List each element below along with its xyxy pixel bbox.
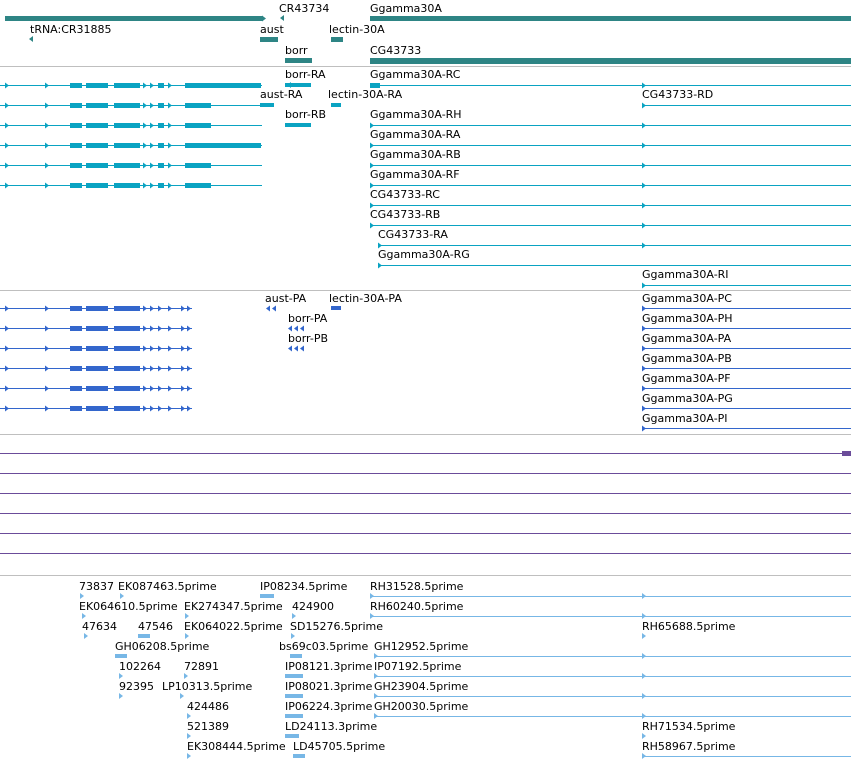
cds-arrow [294, 346, 298, 352]
transcript-label-ggamma30a-rc: Ggamma30A-RC [370, 68, 461, 81]
est-arrow [119, 673, 123, 679]
cds-model-1-arrow [150, 306, 154, 312]
cds-arrow [294, 326, 298, 332]
cds-label-ggamma-3: Ggamma30A-PB [642, 352, 732, 365]
transcript-arrow [642, 163, 646, 169]
cds-model-4-arrow [158, 366, 162, 372]
transcript-model-3-exon[interactable] [185, 123, 211, 128]
est-label-21: LP10313.5prime [162, 680, 253, 693]
est-arrow [642, 733, 646, 739]
est-label-31: LD45705.5prime [293, 740, 386, 753]
cds-model-5-exon[interactable] [70, 386, 82, 391]
cds-model-6-exon[interactable] [86, 406, 108, 411]
est-label-15: GH12952.5prime [374, 640, 469, 653]
cds-model-3-arrow [45, 346, 49, 352]
cds-model-4-arrow [181, 366, 185, 372]
cds-model-2-arrow [158, 326, 162, 332]
cds-model-3-arrow [150, 346, 154, 352]
transcript-arrow [642, 103, 646, 109]
est-label-20: 92395 [119, 680, 154, 693]
cds-arrow [300, 346, 304, 352]
transcript-model-6-exon[interactable] [70, 183, 82, 188]
est-label-24: 424486 [187, 700, 229, 713]
est-block[interactable] [285, 714, 303, 718]
transcript-model-6-arrow [45, 183, 49, 189]
transcript-exon[interactable] [285, 123, 311, 127]
cds-arrow [642, 326, 646, 332]
est-block[interactable] [290, 654, 302, 658]
est-label-12: RH65688.5prime [642, 620, 736, 633]
transcript-model-6-arrow [143, 183, 147, 189]
transcript-label-cg43733-rd: CG43733-RD [642, 88, 714, 101]
transcript-arrow [642, 223, 646, 229]
est-arrow [80, 593, 84, 599]
transcript-model-6-arrow [150, 183, 154, 189]
cds-model-2-arrow [5, 326, 9, 332]
cds-model-5-arrow [45, 386, 49, 392]
cds-model-5-arrow [158, 386, 162, 392]
gene-bar-lectin[interactable] [331, 37, 343, 42]
transcript-model-3-arrow [45, 123, 49, 129]
est-label-0: 73837 [79, 580, 114, 593]
transcript-model-4-arrow [150, 143, 154, 149]
est-arrow [291, 633, 295, 639]
cds-model-4-arrow [187, 366, 191, 372]
transcript-label-aust-ra: aust-RA [260, 88, 303, 101]
transcript-model-1-arrow [143, 83, 147, 89]
transcript-model-4-arrow [45, 143, 49, 149]
cds-model-4-exon[interactable] [86, 366, 108, 371]
est-block[interactable] [285, 694, 303, 698]
est-label-27: 521389 [187, 720, 229, 733]
transcript-model-2-exon[interactable] [158, 103, 164, 108]
transcript-arrow [642, 283, 646, 289]
transcript-exon[interactable] [260, 103, 274, 107]
est-label-23: GH23904.5prime [374, 680, 469, 693]
cds-model-1-arrow [143, 306, 147, 312]
transcript-model-5-exon[interactable] [114, 163, 140, 168]
est-block[interactable] [138, 634, 150, 638]
transcript-label-borr-rb: borr-RB [285, 108, 327, 121]
cds-label-borr-pa: borr-PA [288, 312, 328, 325]
est-label-9: 47546 [138, 620, 173, 633]
transcript-model-4-exon[interactable] [185, 143, 261, 148]
transcript-label-5: CG43733-RB [370, 208, 441, 221]
cds-model-5-exon[interactable] [86, 386, 108, 391]
cds-model-2-arrow [181, 326, 185, 332]
cds-model-3-arrow [168, 346, 172, 352]
transcript-model-3-exon[interactable] [114, 123, 140, 128]
est-block[interactable] [285, 734, 299, 738]
transcript-model-2-arrow [5, 103, 9, 109]
cds-model-2-arrow [187, 326, 191, 332]
transcript-model-4-exon[interactable] [70, 143, 82, 148]
transcript-model-4-arrow [5, 143, 9, 149]
transcript-model-6-exon[interactable] [185, 183, 211, 188]
est-arrow [374, 673, 378, 679]
cds-arrow [642, 346, 646, 352]
cds-model-3-exon[interactable] [114, 346, 140, 351]
est-label-26: GH20030.5prime [374, 700, 469, 713]
est-arrow [374, 713, 378, 719]
cds-model-1-exon[interactable] [86, 306, 108, 311]
transcript-label-2: Ggamma30A-RB [370, 148, 461, 161]
transcript-model-3-arrow [143, 123, 147, 129]
cds-model-5-exon[interactable] [114, 386, 140, 391]
cds-arrow [300, 326, 304, 332]
cds-model-5-arrow [5, 386, 9, 392]
cds-arrow [642, 386, 646, 392]
cds-model-1-arrow [5, 306, 9, 312]
cds-model-6-exon[interactable] [70, 406, 82, 411]
est-arrow [642, 653, 646, 659]
cds-arrow [642, 366, 646, 372]
est-label-5: EK274347.5prime [184, 600, 283, 613]
cds-model-3-arrow [187, 346, 191, 352]
gene-bar-left[interactable] [5, 16, 263, 21]
est-label-32: RH58967.5prime [642, 740, 736, 753]
cds-model-6-arrow [158, 406, 162, 412]
cds-model-1-arrow [45, 306, 49, 312]
transcript-label-cg43733-ra: CG43733-RA [378, 228, 448, 241]
est-arrow [642, 753, 646, 759]
cds-model-6-arrow [187, 406, 191, 412]
transcript-model-5-exon[interactable] [185, 163, 211, 168]
cds-model-4-arrow [5, 366, 9, 372]
transcript-label-borr-ra: borr-RA [285, 68, 326, 81]
cds-model-1-arrow [168, 306, 172, 312]
transcript-model-1-exon[interactable] [158, 83, 164, 88]
alignment-block[interactable] [842, 451, 851, 456]
transcript-model-4-exon[interactable] [86, 143, 108, 148]
est-label-4: EK064610.5prime [79, 600, 178, 613]
cds-model-6-arrow [143, 406, 147, 412]
cds-model-3-arrow [143, 346, 147, 352]
est-label-17: 72891 [184, 660, 219, 673]
transcript-model-5-exon[interactable] [158, 163, 164, 168]
est-block[interactable] [260, 594, 274, 598]
cds-model-1-arrow [187, 306, 191, 312]
transcript-model-2-arrow [45, 103, 49, 109]
gene-bar-ggamma30a[interactable] [370, 16, 851, 21]
transcript-model-3-arrow [5, 123, 9, 129]
gene-bar-cg43733[interactable] [370, 58, 851, 64]
est-label-18: IP08121.3prime [285, 660, 373, 673]
transcript-model-5-arrow [150, 163, 154, 169]
gene-bar-borr[interactable] [285, 58, 312, 63]
est-label-19: IP07192.5prime [374, 660, 462, 673]
est-label-1: EK087463.5prime [118, 580, 217, 593]
transcript-model-4-exon[interactable] [158, 143, 164, 148]
cds-label-ggamma-6: Ggamma30A-PI [642, 412, 728, 425]
transcript-model-6-exon[interactable] [86, 183, 108, 188]
transcript-model-5-exon[interactable] [70, 163, 82, 168]
cds-label-ggamma-0: Ggamma30A-PC [642, 292, 732, 305]
cds-arrow [272, 306, 276, 312]
est-arrow [120, 593, 124, 599]
est-arrow [374, 653, 378, 659]
est-label-30: EK308444.5prime [187, 740, 286, 753]
transcript-model-2-arrow [168, 103, 172, 109]
est-arrow [119, 693, 123, 699]
transcript-model-3-exon[interactable] [158, 123, 164, 128]
est-arrow [184, 673, 188, 679]
est-arrow [187, 753, 191, 759]
est-arrow [370, 593, 374, 599]
transcript-label-4: CG43733-RC [370, 188, 440, 201]
est-block[interactable] [115, 654, 127, 658]
cds-model-6-arrow [150, 406, 154, 412]
est-label-7: RH60240.5prime [370, 600, 464, 613]
transcript-label-1: Ggamma30A-RA [370, 128, 461, 141]
cds-model-1-arrow [181, 306, 185, 312]
cds-arrow [288, 346, 292, 352]
transcript-model-5-arrow [45, 163, 49, 169]
transcript-arrow [642, 143, 646, 149]
est-label-10: EK064022.5prime [184, 620, 283, 633]
transcript-model-2-exon[interactable] [114, 103, 140, 108]
transcript-model-1-exon[interactable] [185, 83, 261, 88]
cds-model-2-exon[interactable] [114, 326, 140, 331]
transcript-model-4-arrow [143, 143, 147, 149]
transcript-model-5-exon[interactable] [86, 163, 108, 168]
est-arrow [642, 693, 646, 699]
transcript-label-0: Ggamma30A-RH [370, 108, 462, 121]
transcript-model-2-arrow [143, 103, 147, 109]
est-arrow [642, 673, 646, 679]
transcript-label-lectin-ra: lectin-30A-RA [328, 88, 403, 101]
est-label-14: bs69c03.5prime [279, 640, 369, 653]
cds-arrow [642, 426, 646, 432]
transcript-model-4-arrow [168, 143, 172, 149]
transcript-model-2-exon[interactable] [86, 103, 108, 108]
est-label-25: IP06224.3prime [285, 700, 373, 713]
cds-arrow [288, 326, 292, 332]
cds-model-5-arrow [187, 386, 191, 392]
cds-arrow [642, 406, 646, 412]
est-label-11: SD15276.5prime [290, 620, 383, 633]
cds-model-6-arrow [181, 406, 185, 412]
est-block[interactable] [285, 674, 303, 678]
transcript-model-3-arrow [168, 123, 172, 129]
cds-model-2-arrow [168, 326, 172, 332]
cds-arrow [642, 306, 646, 312]
transcript-model-3-exon[interactable] [70, 123, 82, 128]
cds-model-6-exon[interactable] [114, 406, 140, 411]
cds-label-ggamma-5: Ggamma30A-PG [642, 392, 733, 405]
transcript-model-1-exon[interactable] [114, 83, 140, 88]
est-label-3: RH31528.5prime [370, 580, 464, 593]
transcript-model-1-arrow [45, 83, 49, 89]
transcript-label-ggamma30a-rg: Ggamma30A-RG [378, 248, 470, 261]
gene-label-ggamma30a: Ggamma30A [370, 2, 442, 15]
transcript-arrow [642, 183, 646, 189]
transcript-label-ggamma30a-ri: Ggamma30A-RI [642, 268, 729, 281]
gene-label-trna: tRNA:CR31885 [30, 23, 112, 36]
est-arrow [642, 713, 646, 719]
transcript-model-4-exon[interactable] [114, 143, 140, 148]
cds-model-3-exon[interactable] [86, 346, 108, 351]
cds-model-1-arrow [158, 306, 162, 312]
cds-model-4-arrow [150, 366, 154, 372]
cds-model-2-arrow [143, 326, 147, 332]
est-label-6: 424900 [292, 600, 334, 613]
cds-model-6-arrow [168, 406, 172, 412]
transcript-model-1-exon[interactable] [86, 83, 108, 88]
gene-label-cg43733: CG43733 [370, 44, 422, 57]
est-label-8: 47634 [82, 620, 117, 633]
cds-model-6-arrow [5, 406, 9, 412]
transcript-model-3-arrow [150, 123, 154, 129]
transcript-model-1-arrow [168, 83, 172, 89]
gene-label-cr43734: CR43734 [279, 2, 330, 15]
transcript-model-5-arrow [143, 163, 147, 169]
transcript-model-1-exon[interactable] [70, 83, 82, 88]
cds-model-4-exon[interactable] [70, 366, 82, 371]
cds-model-3-exon[interactable] [70, 346, 82, 351]
cds-model-3-arrow [5, 346, 9, 352]
est-arrow [642, 633, 646, 639]
est-arrow [292, 613, 296, 619]
est-arrow [370, 613, 374, 619]
est-arrow [82, 613, 86, 619]
cds-label-aust-pa: aust-PA [265, 292, 307, 305]
est-label-16: 102264 [119, 660, 161, 673]
transcript-model-2-exon[interactable] [70, 103, 82, 108]
gene-label-aust: aust [260, 23, 284, 36]
gene-arrow [280, 15, 284, 21]
est-label-28: LD24113.3prime [285, 720, 378, 733]
transcript-model-1-arrow [5, 83, 9, 89]
est-arrow [180, 693, 184, 699]
transcript-arrow [642, 243, 646, 249]
est-label-22: IP08021.3prime [285, 680, 373, 693]
cds-model-2-arrow [45, 326, 49, 332]
cds-arrow [266, 306, 270, 312]
cds-model-5-arrow [143, 386, 147, 392]
cds-label-ggamma-4: Ggamma30A-PF [642, 372, 731, 385]
gene-arrow [262, 16, 266, 22]
transcript-model-2-exon[interactable] [185, 103, 211, 108]
transcript-model-6-exon[interactable] [114, 183, 140, 188]
transcript-model-5-arrow [5, 163, 9, 169]
est-arrow [84, 633, 88, 639]
cds-model-2-arrow [150, 326, 154, 332]
transcript-exon[interactable] [331, 103, 341, 107]
cds-model-4-exon[interactable] [114, 366, 140, 371]
est-arrow [642, 593, 646, 599]
cds-model-3-arrow [158, 346, 162, 352]
cds-model-1-exon[interactable] [114, 306, 140, 311]
cds-model-3-arrow [181, 346, 185, 352]
cds-label-ggamma-2: Ggamma30A-PA [642, 332, 732, 345]
cds-model-5-arrow [168, 386, 172, 392]
cds-model-2-exon[interactable] [70, 326, 82, 331]
transcript-model-6-exon[interactable] [158, 183, 164, 188]
cds-label-lectin-pa: lectin-30A-PA [329, 292, 402, 305]
cds-model-4-arrow [143, 366, 147, 372]
est-arrow [642, 613, 646, 619]
transcript-model-6-arrow [5, 183, 9, 189]
transcript-arrow [370, 223, 374, 229]
transcript-label-3: Ggamma30A-RF [370, 168, 460, 181]
cds-model-6-arrow [45, 406, 49, 412]
transcript-model-3-exon[interactable] [86, 123, 108, 128]
est-arrow [187, 713, 191, 719]
cds-model-1-exon[interactable] [70, 306, 82, 311]
est-arrow [187, 733, 191, 739]
est-arrow [185, 613, 189, 619]
est-label-13: GH06208.5prime [115, 640, 210, 653]
est-label-2: IP08234.5prime [260, 580, 348, 593]
cds-exon[interactable] [331, 306, 341, 310]
cds-model-5-arrow [181, 386, 185, 392]
cds-label-borr-pb: borr-PB [288, 332, 329, 345]
cds-label-ggamma-1: Ggamma30A-PH [642, 312, 733, 325]
transcript-arrow [378, 263, 382, 269]
est-block[interactable] [293, 754, 305, 758]
gene-label-borr: borr [285, 44, 308, 57]
est-label-29: RH71534.5prime [642, 720, 736, 733]
cds-model-4-arrow [168, 366, 172, 372]
gene-label-lectin: lectin-30A [329, 23, 385, 36]
transcript-arrow [642, 203, 646, 209]
est-arrow [374, 693, 378, 699]
cds-model-2-exon[interactable] [86, 326, 108, 331]
cds-model-4-arrow [45, 366, 49, 372]
transcript-model-6-arrow [168, 183, 172, 189]
gene-arrow [29, 36, 33, 42]
cds-model-5-arrow [150, 386, 154, 392]
transcript-model-5-arrow [168, 163, 172, 169]
gene-bar-aust[interactable] [260, 37, 278, 42]
transcript-arrow [642, 123, 646, 129]
transcript-model-1-arrow [150, 83, 154, 89]
est-arrow [185, 633, 189, 639]
transcript-model-2-arrow [150, 103, 154, 109]
